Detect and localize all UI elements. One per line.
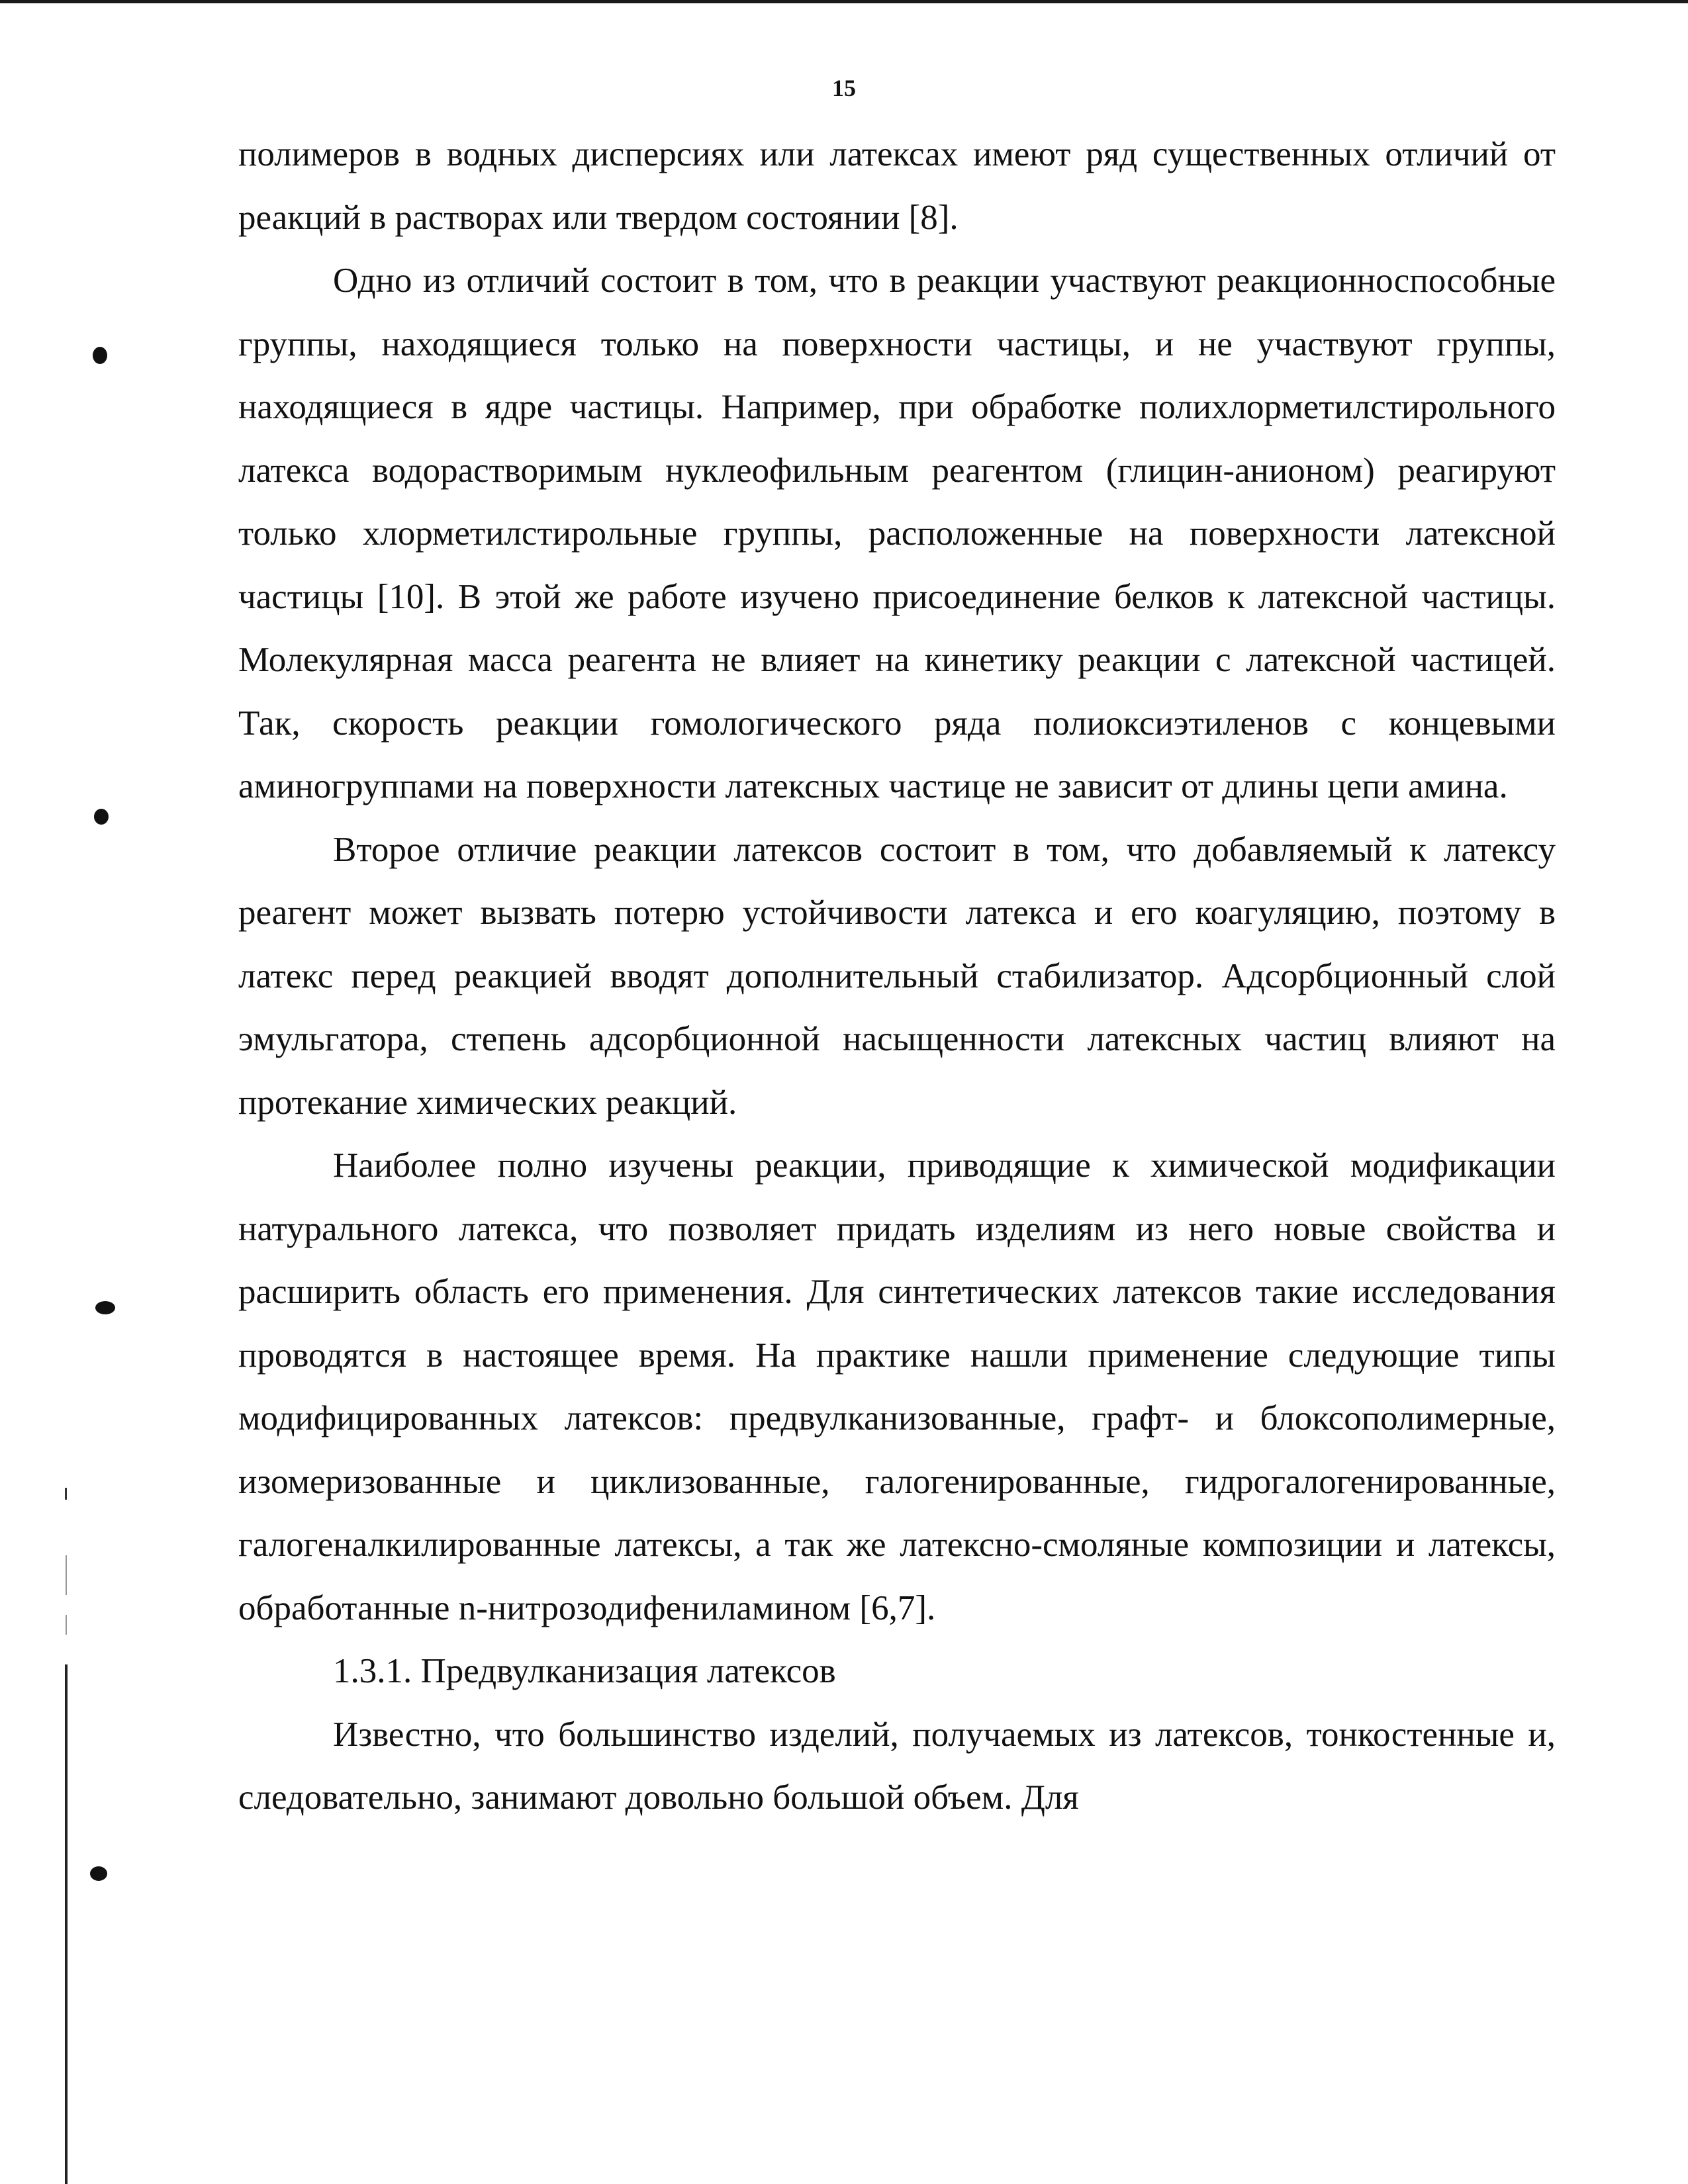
paragraph: Известно, что большинство изделий, получаемых из латексов, тонкостенные и, следовательно, занимают довольно большой объем. Для (238, 1715, 1556, 1817)
paragraph: Второе отличие реакции латексов состоит в том, что добавляемый к латексу реагент может вызвать потерю устойчивости латекса и его коагуляцию, поэтому в латекс перед реакцией вводят дополнительный стабилизатор. Адсорбционный слой эмульгатора, степень адсорбционной насыщенности латексных частиц влияют на протекание химических реакций. (238, 830, 1556, 1122)
paragraph-continuation: полимеров в водных дисперсиях или латексах имеют ряд существенных отличий от реакций в растворах или твердом состоянии [8]. (238, 135, 1556, 237)
page-number: 15 (832, 75, 856, 101)
paragraph: Наиболее полно изучены реакции, приводящие к химической модификации натурального латекса, что позволяет придать изделиям из него новые свойства и расширить область его применения. Для синтетических латексов такие исследования проводятся в настоящее время. На практике нашли применение следующие типы модифицированных латексов: предвулканизованные, графт- и блоксополимерные, изомеризованные и циклизованные, галогенированные, гидрогалогенированные, галогеналкилированные латексы, а так же латексно-смоляные композиции и латексы, обработанные n-нитрозодифениламином [6,7]. (238, 1146, 1556, 1627)
page-body (238, 123, 1556, 1830)
punch-hole-mark (93, 347, 107, 364)
punch-hole-mark (95, 1301, 115, 1314)
section-heading: 1.3.1. Предвулканизация латексов (333, 1652, 836, 1690)
scan-artifact-tick (65, 1488, 67, 1500)
punch-hole-mark (90, 1866, 107, 1881)
scan-artifact-tick (66, 1615, 67, 1635)
paragraph: Одно из отличий состоит в том, что в реакции участвуют реакционноспособные группы, находящиеся только на поверхности частицы, и не участвуют группы, находящиеся в ядре частицы. Например, при обработке полихлорметилстирольного латекса водорастворимым нуклеофильным реагентом (глицин-анионом) реагируют только хлорметилстирольные группы, расположенные на поверхности латексной частицы [10]. В этой же работе изучено присоединение белков к латексной частицы. Молекулярная масса реагента не влияет на кинетику реакции с латексной частицей. Так, скорость реакции гомологического ряда полиоксиэтиленов с концевыми аминогруппами на поверхности латексных частице не зависит от длины цепи амина. (238, 261, 1556, 805)
scan-artifact-tick (66, 1555, 67, 1595)
punch-hole-mark (94, 809, 109, 825)
scan-top-border (0, 0, 1688, 3)
binder-edge-line (65, 1664, 68, 2184)
